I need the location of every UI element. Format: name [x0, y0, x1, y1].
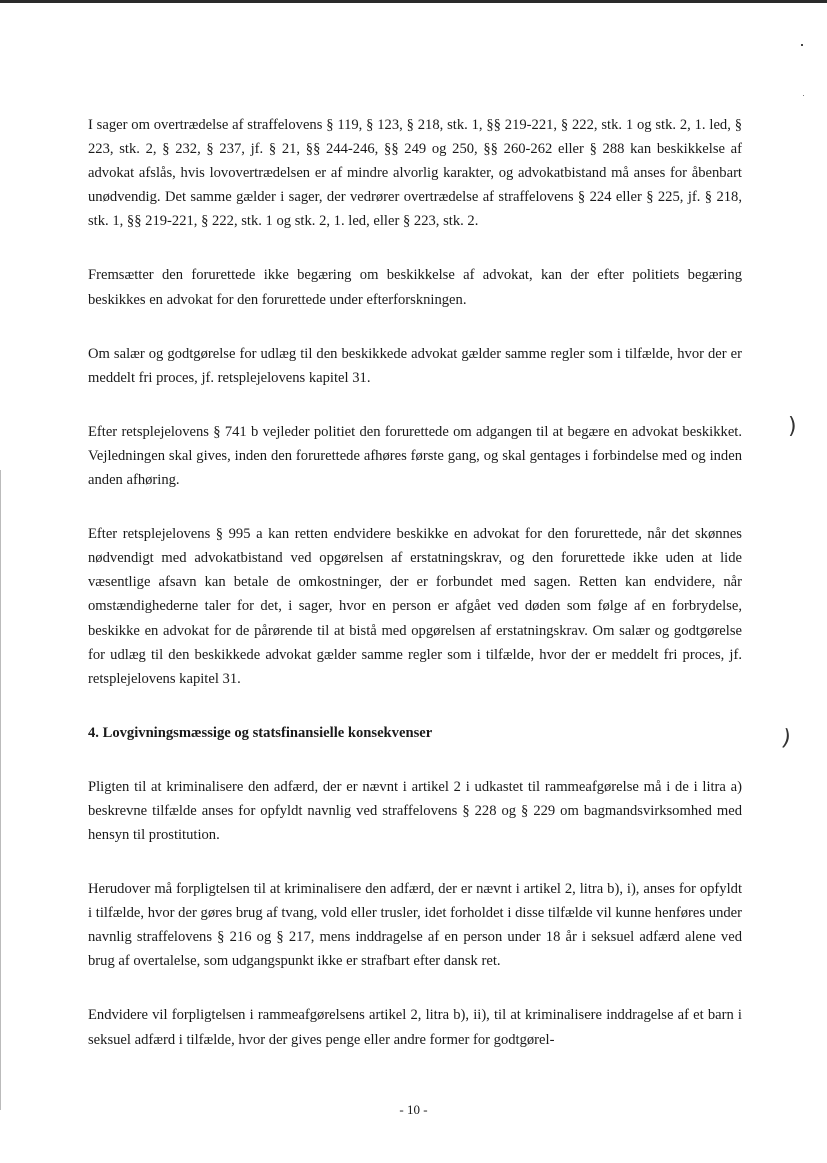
- paragraph: Fremsætter den forurettede ikke begæring om beskikkelse af advokat, kan der efter politiets begæring beskikkes en advokat for den forurettede under efterforskningen.: [88, 267, 742, 308]
- scan-speck: [801, 44, 803, 46]
- paragraph: I sager om overtrædelse af straffelovens § 119, § 123, § 218, stk. 1, §§ 219-221, § 222, stk. 1 og stk. 2, 1. led, § 223, stk. 2, § 232, § 237, jf. § 21, §§ 244-246, §§ 249 og 250, §§ 260-262 eller § 288 kan beskikkelse af advokat afslås, hvis lovovertrædelsen er af mindre alvorlig karakter, og advokatbistand må anses for åbenbart unødvendig. Det samme gælder i sager, der vedrører overtrædelse af straffelovens § 224 eller § 225, jf. § 218, stk. 1, §§ 219-221, § 222, stk. 1 og stk. 2, 1. led, eller § 223, stk. 2.: [88, 117, 742, 230]
- binding-hole-mark: ): [779, 725, 793, 752]
- scan-left-edge: [0, 470, 1, 1110]
- binding-hole-mark: ): [788, 414, 797, 439]
- paragraph: Efter retsplejelovens § 995 a kan retten endvidere beskikke en advokat for den forurettede, når det skønnes nødvendigt med advokatbistand ved opgørelsen af erstatningskrav, og den forurettede ikke uden at lide væsentlige afsavn kan betale de omkostninger, der er forbundet med sagen. Retten kan endvidere, når omstændighederne taler for det, i sager, hvor en person er afgået ved døden som følge af en forbrydelse, beskikke en advokat for de pårørende til at bistå med opgørelsen af erstatningskrav. Om salær og godtgørelse for udlæg til den beskikkede advokat gælder samme regler som i tilfælde, hvor der er meddelt fri proces, jf. retsplejelovens kapitel 31.: [88, 526, 742, 687]
- paragraph: Pligten til at kriminalisere den adfærd, der er nævnt i artikel 2 i udkastet til rammeafgørelse må i de i litra a) beskrevne tilfælde anses for opfyldt navnlig ved straffelovens § 228 og § 229 om bagmandsvirksomhed med hensyn til prostitution.: [88, 778, 742, 843]
- document-body: [88, 113, 742, 1082]
- paragraph: Herudover må forpligtelsen til at kriminalisere den adfærd, der er nævnt i artikel 2, litra b), i), anses for opfyldt i tilfælde, hvor der gøres brug af tvang, vold eller trusler, idet forholdet i disse tilfælde vil kunne henføres under navnlig straffelovens § 216 og § 217, mens inddragelse af en person under 18 år i seksuel adfærd alene ved brug af overtalelse, som udgangspunkt ikke er strafbart efter dansk ret.: [88, 881, 742, 970]
- scan-speck: [803, 95, 804, 96]
- page-number: - 10 -: [399, 1102, 428, 1117]
- paragraph: Efter retsplejelovens § 741 b vejleder politiet den forurettede om adgangen til at begære en advokat beskikket. Vejledningen skal gives, inden den forurettede afhøres første gang, og skal gentages i forbindelse med og inden anden afhøring.: [88, 423, 742, 489]
- paragraph: Endvidere vil forpligtelsen i rammeafgørelsens artikel 2, litra b), ii), til at kriminalisere inddragelse af et barn i seksuel adfærd i tilfælde, hvor der gives penge eller andre former for godtgørel-: [88, 1007, 742, 1048]
- paragraph: Om salær og godtgørelse for udlæg til den beskikkede advokat gælder samme regler som i tilfælde, hvor der er meddelt fri proces, jf. retsplejelovens kapitel 31.: [88, 345, 742, 386]
- scan-top-border: [0, 0, 827, 3]
- section-heading: 4. Lovgivningsmæssige og statsfinansielle konsekvenser: [88, 724, 433, 741]
